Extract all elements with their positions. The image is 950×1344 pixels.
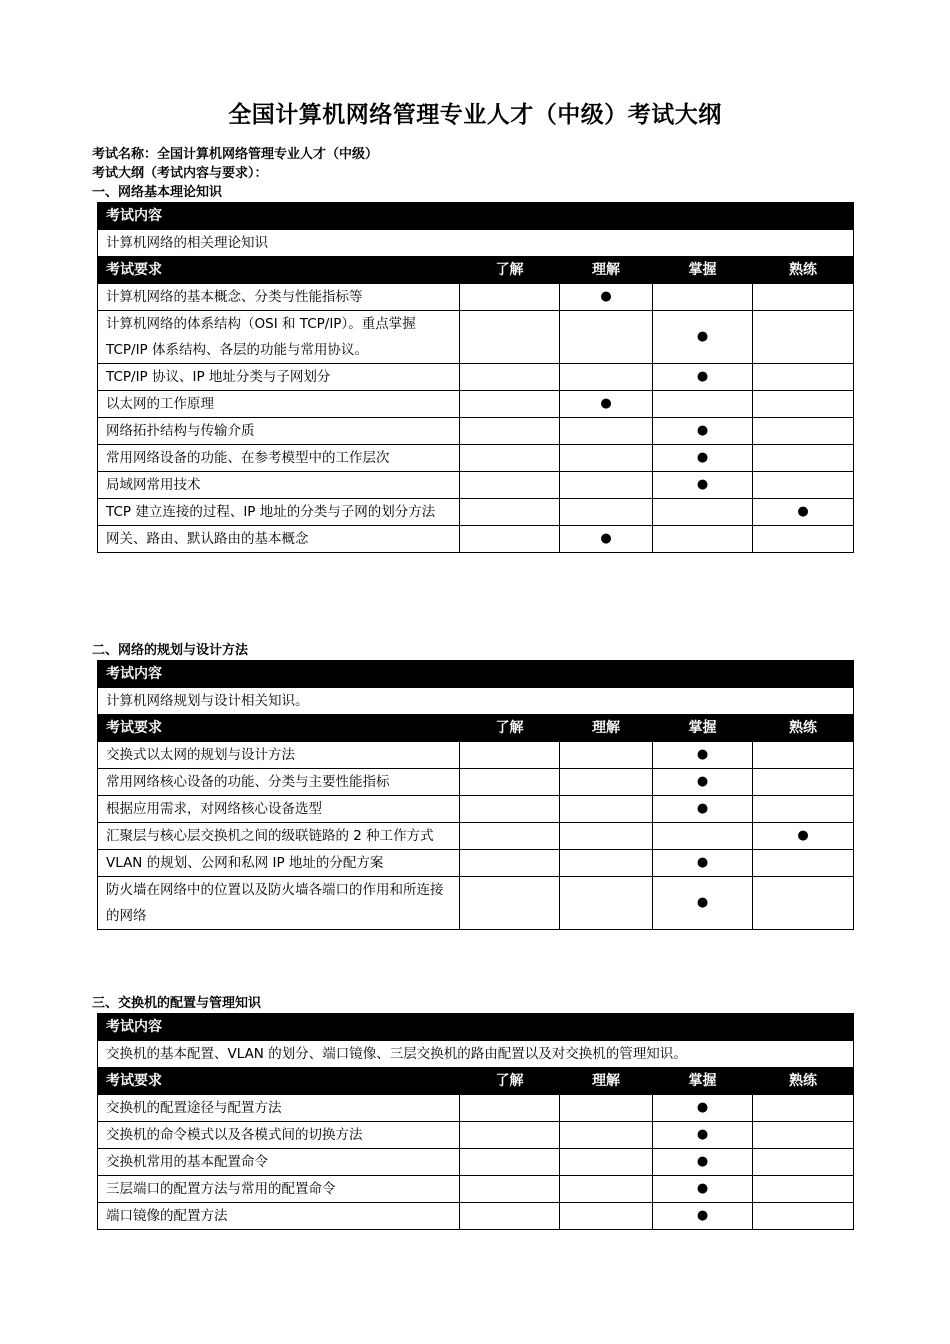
level-header: 理解: [560, 257, 653, 284]
level-header: 掌握: [653, 1068, 753, 1095]
requirement-text: 局域网常用技术: [98, 472, 460, 499]
level-cell: [753, 1203, 854, 1230]
level-cell: [460, 796, 560, 823]
table-row: [98, 445, 854, 472]
level-cell: [753, 284, 854, 311]
level-cell: [460, 472, 560, 499]
level-cell: [753, 850, 854, 877]
level-cell: [560, 1203, 653, 1230]
syllabus-table: [97, 660, 853, 930]
requirement-text: 交换机的命令模式以及各模式间的切换方法: [98, 1122, 460, 1149]
level-cell: [460, 311, 560, 364]
table-row: [98, 418, 854, 445]
level-mark: ●: [797, 504, 809, 519]
table-row: [98, 284, 854, 311]
table-row: [98, 311, 854, 364]
level-cell: [560, 391, 653, 418]
level-cell: [653, 472, 753, 499]
level-cell: [753, 742, 854, 769]
level-header: 理解: [560, 1068, 653, 1095]
level-cell: [653, 1149, 753, 1176]
level-cell: [753, 1176, 854, 1203]
requirements-table: [97, 1013, 854, 1230]
requirement-text: 计算机网络的基本概念、分类与性能指标等: [98, 284, 460, 311]
level-cell: [753, 769, 854, 796]
content-row: [98, 688, 854, 715]
level-cell: [753, 1122, 854, 1149]
level-cell: [560, 796, 653, 823]
requirement-header-row: [98, 1068, 854, 1095]
table-row: [98, 1095, 854, 1122]
level-cell: [460, 1122, 560, 1149]
level-mark: ●: [696, 855, 709, 870]
syllabus-table: [97, 202, 853, 553]
level-cell: [753, 877, 854, 930]
requirement-text: 防火墙在网络中的位置以及防火墙各端口的作用和所连接的网络: [98, 877, 460, 930]
level-cell: [753, 418, 854, 445]
level-cell: [560, 877, 653, 930]
content-header: 考试内容: [98, 661, 854, 688]
requirement-header-row: [98, 715, 854, 742]
level-cell: [653, 526, 753, 553]
level-cell: [560, 499, 653, 526]
level-cell: [460, 742, 560, 769]
level-mark: ●: [696, 895, 709, 910]
level-cell: [653, 445, 753, 472]
level-cell: [560, 526, 653, 553]
table-row: [98, 526, 854, 553]
level-cell: [653, 1095, 753, 1122]
level-cell: [653, 1176, 753, 1203]
requirement-text: 端口镜像的配置方法: [98, 1203, 460, 1230]
level-cell: [560, 1122, 653, 1149]
level-cell: [460, 850, 560, 877]
outline-label: 考试大纲（考试内容与要求）：: [92, 166, 268, 181]
requirement-header: 考试要求: [98, 1068, 460, 1095]
level-header: 掌握: [653, 715, 753, 742]
requirement-text: 网络拓扑结构与传输介质: [98, 418, 460, 445]
level-cell: [653, 742, 753, 769]
content-header-row: [98, 661, 854, 688]
section-title: 二、网络的规划与设计方法: [92, 643, 249, 658]
requirement-text: 三层端口的配置方法与常用的配置命令: [98, 1176, 460, 1203]
level-mark: ●: [696, 369, 709, 384]
requirement-text: 网关、路由、默认路由的基本概念: [98, 526, 460, 553]
level-cell: [753, 1149, 854, 1176]
level-header: 掌握: [653, 257, 753, 284]
level-cell: [753, 445, 854, 472]
requirements-table: [97, 202, 854, 553]
level-cell: [560, 311, 653, 364]
level-cell: [560, 1095, 653, 1122]
syllabus-table: [97, 1013, 853, 1230]
level-cell: [653, 499, 753, 526]
level-cell: [560, 823, 653, 850]
level-header: 熟练: [753, 257, 854, 284]
level-cell: [460, 769, 560, 796]
level-mark: ●: [696, 1127, 709, 1142]
level-header: 了解: [460, 715, 560, 742]
level-header: 熟练: [753, 1068, 854, 1095]
requirement-header-row: [98, 257, 854, 284]
level-cell: [753, 311, 854, 364]
level-cell: [560, 850, 653, 877]
level-cell: [460, 526, 560, 553]
level-cell: [653, 418, 753, 445]
level-header: 理解: [560, 715, 653, 742]
level-cell: [560, 284, 653, 311]
table-row: [98, 1122, 854, 1149]
content-row: [98, 1041, 854, 1068]
level-cell: [460, 1149, 560, 1176]
level-mark: ●: [696, 423, 709, 438]
level-header: 熟练: [753, 715, 854, 742]
table-row: [98, 364, 854, 391]
table-row: [98, 850, 854, 877]
exam-name: 考试名称：全国计算机网络管理专业人才（中级）: [92, 147, 379, 162]
level-cell: [753, 823, 854, 850]
level-mark: ●: [696, 1154, 709, 1169]
requirement-text: VLAN 的规划、公网和私网 IP 地址的分配方案: [98, 850, 460, 877]
level-cell: [753, 472, 854, 499]
requirement-header: 考试要求: [98, 257, 460, 284]
table-row: [98, 823, 854, 850]
table-row: [98, 1149, 854, 1176]
level-cell: [460, 1176, 560, 1203]
level-cell: [653, 850, 753, 877]
level-cell: [460, 1095, 560, 1122]
table-row: [98, 742, 854, 769]
table-row: [98, 1203, 854, 1230]
level-cell: [753, 526, 854, 553]
table-row: [98, 877, 854, 930]
requirements-table: [97, 660, 854, 930]
level-header: 了解: [460, 1068, 560, 1095]
requirement-text: 交换机常用的基本配置命令: [98, 1149, 460, 1176]
level-mark: ●: [600, 396, 612, 411]
level-mark: ●: [696, 450, 709, 465]
level-mark: ●: [696, 801, 709, 816]
level-cell: [653, 796, 753, 823]
level-cell: [560, 418, 653, 445]
level-cell: [560, 472, 653, 499]
level-cell: [460, 364, 560, 391]
level-cell: [653, 1122, 753, 1149]
table-row: [98, 769, 854, 796]
level-mark: ●: [696, 1208, 709, 1223]
level-cell: [560, 445, 653, 472]
table-row: [98, 391, 854, 418]
level-mark: ●: [696, 329, 709, 344]
content-header-row: [98, 1014, 854, 1041]
level-cell: [460, 391, 560, 418]
level-cell: [653, 364, 753, 391]
requirement-text: 交换式以太网的规划与设计方法: [98, 742, 460, 769]
content-row: [98, 230, 854, 257]
level-cell: [460, 499, 560, 526]
level-cell: [460, 445, 560, 472]
level-cell: [753, 499, 854, 526]
level-cell: [753, 364, 854, 391]
requirement-text: 常用网络设备的功能、在参考模型中的工作层次: [98, 445, 460, 472]
level-cell: [753, 796, 854, 823]
level-cell: [653, 823, 753, 850]
page-title: 全国计算机网络管理专业人才（中级）考试大纲: [228, 102, 722, 128]
requirement-text: TCP/IP 协议、IP 地址分类与子网划分: [98, 364, 460, 391]
level-mark: ●: [696, 477, 709, 492]
level-mark: ●: [696, 747, 709, 762]
requirement-text: 常用网络核心设备的功能、分类与主要性能指标: [98, 769, 460, 796]
content-text: 计算机网络的相关理论知识: [98, 230, 854, 257]
level-cell: [753, 1095, 854, 1122]
level-cell: [653, 769, 753, 796]
table-row: [98, 796, 854, 823]
level-cell: [460, 418, 560, 445]
level-cell: [653, 1203, 753, 1230]
content-text: 交换机的基本配置、VLAN 的划分、端口镜像、三层交换机的路由配置以及对交换机的管理知识。: [98, 1041, 854, 1068]
content-text: 计算机网络规划与设计相关知识。: [98, 688, 854, 715]
requirement-text: 计算机网络的体系结构（OSI 和 TCP/IP）。重点掌握 TCP/IP 体系结构、各层的功能与常用协议。: [98, 311, 460, 364]
level-cell: [560, 742, 653, 769]
level-cell: [653, 284, 753, 311]
requirement-text: 根据应用需求，对网络核心设备选型: [98, 796, 460, 823]
level-cell: [753, 391, 854, 418]
level-mark: ●: [600, 289, 612, 304]
level-cell: [560, 769, 653, 796]
level-cell: [653, 311, 753, 364]
level-cell: [560, 1176, 653, 1203]
requirement-text: 以太网的工作原理: [98, 391, 460, 418]
requirement-text: TCP 建立连接的过程、IP 地址的分类与子网的划分方法: [98, 499, 460, 526]
level-cell: [460, 1203, 560, 1230]
requirement-text: 汇聚层与核心层交换机之间的级联链路的 2 种工作方式: [98, 823, 460, 850]
table-row: [98, 472, 854, 499]
content-header-row: [98, 203, 854, 230]
requirement-header: 考试要求: [98, 715, 460, 742]
table-row: [98, 499, 854, 526]
level-cell: [653, 391, 753, 418]
content-header: 考试内容: [98, 203, 854, 230]
level-cell: [653, 877, 753, 930]
section-title: 一、网络基本理论知识: [92, 185, 223, 200]
table-row: [98, 1176, 854, 1203]
level-header: 了解: [460, 257, 560, 284]
level-mark: ●: [600, 531, 612, 546]
level-mark: ●: [696, 774, 709, 789]
section-title: 三、交换机的配置与管理知识: [92, 996, 262, 1011]
level-cell: [460, 284, 560, 311]
level-cell: [560, 1149, 653, 1176]
level-cell: [560, 364, 653, 391]
level-mark: ●: [696, 1181, 709, 1196]
level-mark: ●: [696, 1100, 709, 1115]
level-mark: ●: [797, 828, 809, 843]
level-cell: [460, 877, 560, 930]
content-header: 考试内容: [98, 1014, 854, 1041]
level-cell: [460, 823, 560, 850]
requirement-text: 交换机的配置途径与配置方法: [98, 1095, 460, 1122]
